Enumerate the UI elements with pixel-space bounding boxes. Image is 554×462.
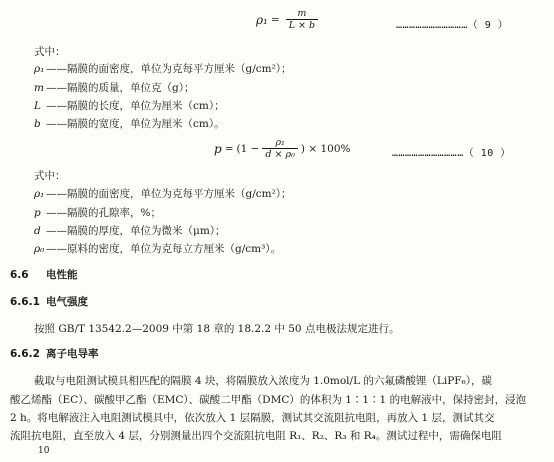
eq10-open: (1 − — [236, 143, 260, 155]
def-p — [34, 205, 161, 220]
section-6-6-2-line-4: 流阻抗电阻，直至放入 4 层，分别测量出四个交流阻抗电阻 R₁、R₂、R₃ 和 R₄。测试过程中，需确保电阻 — [10, 430, 502, 442]
eq9-denominator: L × b — [286, 19, 318, 32]
equation-9 — [256, 8, 321, 32]
page-number: 10 — [38, 446, 50, 456]
section-6-6-2-heading — [10, 346, 99, 361]
def-symbol: m — [34, 82, 44, 94]
where-label-2: 式中： — [34, 170, 66, 182]
def-L — [34, 98, 225, 113]
section-6-6-2-line-2: 酸乙烯酯（EC）、碳酸甲乙酯（EMC）、碳酸二甲酯（DMC）的体积为 1∶1∶1 的电解液中，保持密封，浸泡 — [10, 394, 527, 406]
def-rho1 — [34, 61, 292, 76]
def-text: ——隔膜的宽度，单位为厘米（cm）。 — [46, 118, 225, 130]
section-number: 6.6.1 — [10, 296, 40, 308]
def-m — [34, 80, 194, 95]
def-symbol: b — [34, 118, 41, 130]
def-text: ——隔膜的孔隙率，%； — [46, 207, 161, 219]
section-6-6-1-paragraph: 按照 GB/T 13542.2—2009 中第 18 章的 18.2.2 中 50 点电极法规定进行。 — [34, 323, 400, 335]
def-symbol: d — [34, 225, 41, 237]
section-6-6-2-line-3: 2 h。将电解液注入电阻测试模具中，依次放入 1 层隔膜，测试其交流阻抗电阻，再放入 1 层，测试其交 — [10, 412, 495, 424]
eq9-fraction — [286, 8, 318, 32]
eq9-numerator: m — [297, 8, 307, 19]
def-symbol: L — [34, 100, 41, 112]
section-6-6-heading — [10, 267, 78, 282]
section-number: 6.6.2 — [10, 348, 40, 360]
def-rho0 — [34, 241, 281, 256]
section-title: 电气强度 — [46, 296, 88, 308]
eq10-equals: = — [224, 143, 234, 155]
def-symbol: ρ₁ — [34, 63, 45, 75]
eq10-denominator: d × ρ₀ — [262, 148, 297, 161]
def-b — [34, 116, 225, 131]
def-symbol: ρ₀ — [34, 243, 45, 255]
def-rho1-2 — [34, 186, 292, 201]
where-label-1: 式中： — [34, 46, 66, 58]
def-text: ——隔膜的面密度，单位为克每平方厘米（g/cm²）； — [46, 188, 292, 200]
def-text: ——原料的密度，单位为克每立方厘米（g/cm³）。 — [46, 243, 282, 255]
section-6-6-2-line-1: 截取与电阻测试模具相匹配的隔膜 4 块，将隔膜放入浓度为 1.0mol/L 的六氟磷酸锂（LiPF₆），碳 — [34, 375, 493, 387]
eq10-fraction — [262, 137, 297, 161]
def-d — [34, 223, 226, 238]
eq10-numerator: ρ₁ — [275, 137, 285, 148]
def-text: ——隔膜的质量，单位克（g）； — [46, 82, 195, 94]
def-symbol: ρ₁ — [34, 188, 45, 200]
section-number: 6.6 — [10, 269, 29, 281]
eq10-lhs: p — [214, 142, 222, 156]
eq9-lhs: ρ₁ — [256, 13, 268, 27]
def-symbol: p — [34, 207, 41, 219]
eq9-equals: = — [270, 14, 280, 26]
section-title: 电性能 — [46, 269, 78, 281]
section-6-6-1-heading — [10, 294, 88, 309]
equation-9-number: ……………………………（ 9 ） — [396, 20, 509, 31]
equation-10 — [214, 137, 351, 161]
def-text: ——隔膜的长度，单位为厘米（cm）； — [46, 100, 225, 112]
def-text: ——隔膜的厚度，单位为微米（μm）； — [46, 225, 226, 237]
section-title: 离子电导率 — [46, 348, 99, 360]
eq10-close: ) × 100% — [300, 143, 351, 155]
def-text: ——隔膜的面密度，单位为克每平方厘米（g/cm²）； — [46, 63, 292, 75]
equation-10-number: ……………………………（ 10 ） — [392, 148, 511, 159]
